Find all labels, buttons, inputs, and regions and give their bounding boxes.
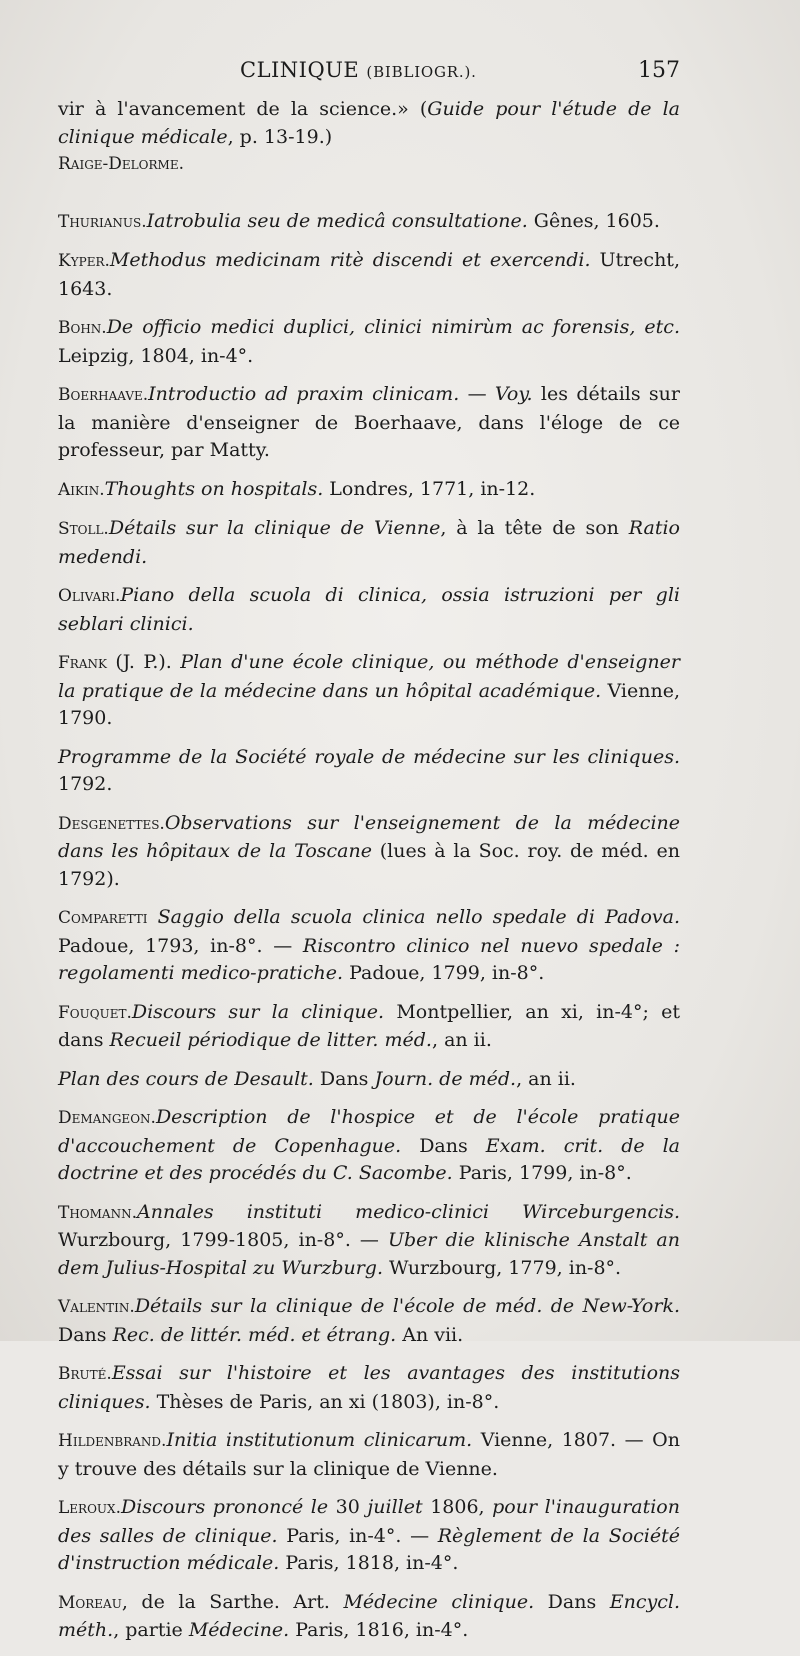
entry-text: Paris, in-4°. — [277,1524,438,1547]
entry-title: Essai sur l'histoire et les avantages des institutions cliniques. [58,1362,680,1413]
entry-title: Programme de la Société royale de médecine sur les cliniques. [58,745,680,768]
bibliography-list [58,208,680,1645]
entry-author: Bohn. [58,318,107,338]
entry-title: Détails sur la clinique de Vienne [108,517,441,539]
entry-text: 1806, [422,1496,493,1518]
entry-text: (lues à la Soc. roy. de méd. en 1792). [58,840,680,890]
entry-text: , an ii. [431,1029,492,1051]
entry-title: Médecine clinique. [343,1590,535,1613]
entry-title: juillet [367,1496,423,1518]
entry-title: Iatrobulia seu de medicâ consultatione. [146,209,528,232]
entry-author: Thomann. [58,1202,137,1223]
bibliography-entry [58,582,680,638]
signature: Raige-Delorme. [58,154,184,174]
bibliography-entry [58,247,680,303]
entry-text: Gênes, 1605. [527,209,660,232]
bibliography-entry [58,649,680,733]
entry-text: Dans [313,1067,375,1090]
entry-author: Demangeon. [58,1108,156,1128]
entry-title: Riscontro clinico nel nuevo spedale : regolamenti medico-pratiche. [58,934,681,984]
bibliography-entry [58,904,680,988]
entry-title: Introductio ad praxim clinicam. [148,383,460,405]
entry-title: Voy. [494,383,533,405]
entry-text: — [459,383,495,405]
bibliography-entry [58,810,680,894]
entry-text: Wurzbourg, 1799-1805, in-8°. — [58,1229,388,1251]
entry-text: Montpellier, an xi, in-4°; et dans [58,1000,680,1051]
entry-author: Aikin. [58,479,105,500]
entry-title: Discours prononcé le [120,1496,329,1518]
entry-text: 30 [328,1496,368,1518]
running-head-main: CLINIQUE [240,58,360,82]
bibliography-entry [58,515,680,571]
entry-text: Thèses de Paris, an xi (1803), in-8°. [150,1390,500,1413]
entry-author: Olivari. [58,586,121,606]
bibliography-entry [58,1360,680,1416]
running-head-sub: (BIBLIOGR.). [366,63,477,81]
entry-title: Recueil périodique de litter. méd. [109,1029,432,1051]
entry-title: De officio medici duplici, clinici nimirùm ac forensis, etc. [106,316,680,338]
bibliography-entry [58,476,680,505]
page-number: 157 [638,58,680,83]
bibliography-entry [58,1427,680,1483]
entry-author: Valentin. [58,1297,135,1317]
entry-title: Règlement de la Société d'instruction médicale. [58,1524,680,1574]
entry-title: Saggio della scuola clinica nello spedale di Padova. [147,906,680,928]
entry-author: Fouquet. [58,1002,132,1023]
bibliography-entry [58,1494,680,1578]
entry-title: Uber die klinische Anstalt an dem Julius-Hospital zu Wurzburg. [58,1229,680,1279]
entry-author: Leroux. [58,1498,121,1518]
entry-author: Hildenbrand. [58,1431,167,1451]
entry-author: Boerhaave. [58,385,149,405]
entry-text: les détails sur la manière d'enseigner de Boerhaave, dans l'éloge de ce professeur, par Matty. [58,383,680,461]
bibliography-text [58,96,680,1656]
entry-title: Piano della scuola di clinica, ossia istruzioni per gli seblari clinici. [58,584,680,635]
entry-text: Paris, 1816, in-4°. [289,1619,469,1641]
bibliography-entry [58,208,680,237]
continuation-paragraph [58,96,680,179]
entry-text: Paris, 1818, in-4°. [279,1552,459,1574]
entry-author: Thurianus. [58,211,147,232]
entry-text: Londres, 1771, in-12. [323,477,536,500]
bibliography-entry [58,744,680,799]
entry-title: Détails sur la clinique de l'école de méd. de New-York. [134,1295,680,1317]
entry-text: Padoue, 1799, in-8°. [343,962,545,984]
entry-title: Discours sur la clinique. [131,1000,385,1023]
entry-title: Observations sur l'enseignement de la médecine dans les hôpitaux de la Toscane [58,811,680,862]
entry-title: Encycl. méth. [58,1590,680,1641]
entry-title: Exam. crit. de la doctrine et des procédés du C. Sacombe. [58,1134,680,1184]
continuation-text: vir à l'avancement de la science.» ( [58,98,428,120]
entry-text: Leipzig, 1804, in-4°. [58,344,254,367]
entry-text: Dans [58,1323,113,1346]
entry-title: pour l'inauguration des salles de clinique. [58,1496,680,1547]
entry-author: Frank [58,653,107,673]
entry-title: Plan des cours de Desault. [58,1067,314,1090]
entry-text: Dans [401,1134,486,1157]
entry-author: Moreau [58,1592,122,1613]
entry-text: Vienne, 1807. — On y trouve des détails sur la clinique de Vienne. [58,1429,680,1480]
entry-text: Dans [534,1590,610,1613]
bibliography-entry [58,381,680,465]
entry-title: Plan d'une école clinique, ou méthode d'enseigner la pratique de la médecine dans un hôpital académique. [58,651,680,702]
page-header [240,58,680,88]
entry-title: Methodus medicinam ritè discendi et exercendi. [109,249,591,271]
entry-title: Journ. de méd. [374,1067,517,1090]
entry-text: An vii. [396,1323,464,1346]
entry-title: Ratio medendi. [58,517,680,568]
bibliography-entry [58,1589,680,1645]
bibliography-entry [58,1066,680,1094]
entry-text: 1792. [58,773,113,795]
entry-text: , de la Sarthe. Art. [121,1590,344,1613]
entry-author: Stoll. [58,519,109,539]
entry-author: Kyper. [58,251,110,271]
continuation-text-end: , p. 13-19.) [227,125,333,148]
bibliography-entry [58,1199,680,1283]
bibliography-entry [58,1104,680,1188]
entry-title: Description de l'hospice et de l'école pratique d'accouchement de Copenhague. [58,1106,680,1157]
entry-title: Médecine. [188,1619,290,1641]
entry-title: Thoughts on hospitals. [104,477,324,500]
entry-text: Paris, 1799, in-8°. [452,1162,632,1184]
bibliography-entry [58,314,680,370]
entry-text: , an ii. [516,1067,576,1090]
entry-title: Annales instituti medico-clinici Wirceburgencis. [137,1200,680,1223]
entry-text: Wurzbourg, 1779, in-8°. [383,1256,622,1279]
entry-author: Bruté. [58,1364,112,1384]
entry-text: Padoue, 1793, in-8°. — [58,934,303,957]
entry-text: , à la tête de son [440,517,629,539]
entry-text: Vienne, 1790. [58,679,680,729]
entry-title: Rec. de littér. méd. et étrang. [112,1323,397,1346]
entry-text: Utrecht, 1643. [58,249,680,300]
running-head [240,58,477,82]
continuation-title: Guide pour l'étude de la clinique médicale [58,98,680,148]
entry-text: (J. P.). [106,651,181,673]
entry-title: Initia institutionum clinicarum. [166,1429,473,1451]
entry-text: , partie [113,1619,189,1641]
entry-author: Desgenettes. [58,813,165,834]
bibliography-entry [58,999,680,1055]
entry-author: Comparetti [58,908,148,928]
